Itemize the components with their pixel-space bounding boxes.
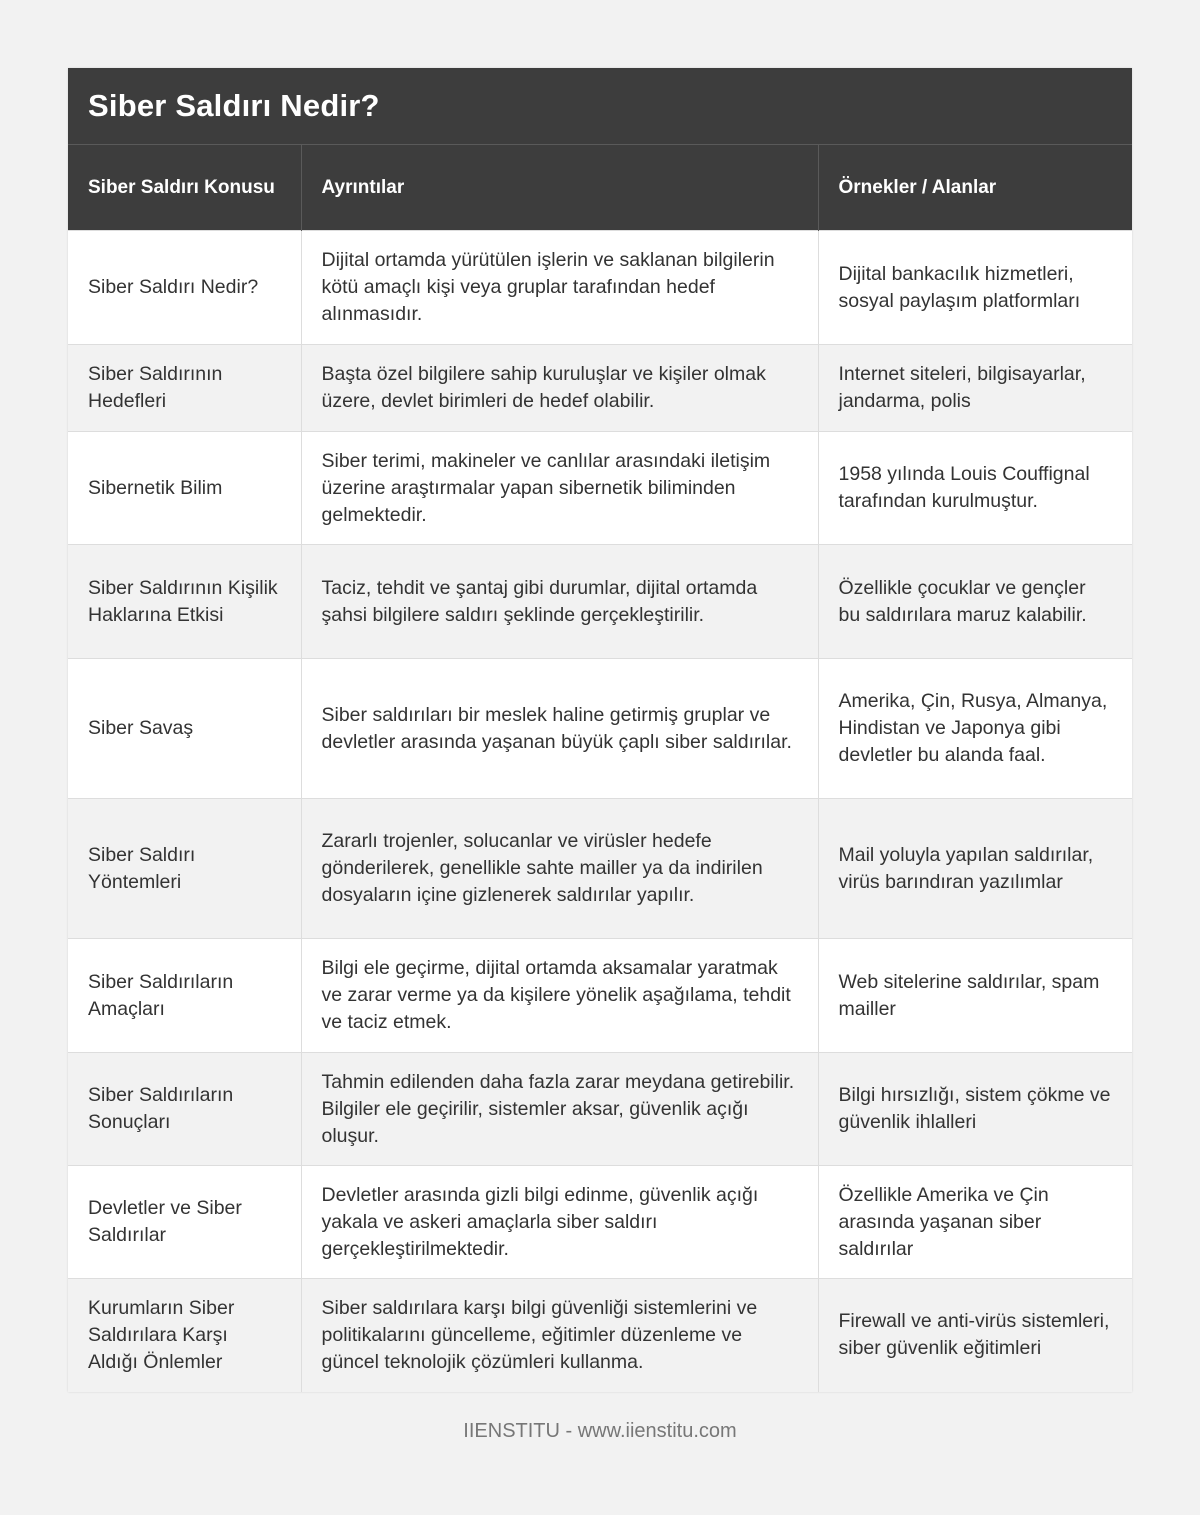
data-table [68, 144, 1132, 1392]
table-row [68, 432, 1132, 545]
cell-examples: Web sitelerine saldırılar, spam mailler [818, 939, 1132, 1053]
table-row [68, 345, 1132, 432]
cell-examples: Özellikle Amerika ve Çin arasında yaşanan siber saldırılar [818, 1166, 1132, 1279]
cell-examples: Internet siteleri, bilgisayarlar, jandarma, polis [818, 345, 1132, 432]
cell-topic: Siber Saldırıların Sonuçları [68, 1053, 301, 1166]
cell-topic: Siber Savaş [68, 659, 301, 799]
cell-details: Bilgi ele geçirme, dijital ortamda aksamalar yaratmak ve zarar verme ya da kişilere yönelik aşağılama, tehdit ve taciz etmek. [301, 939, 818, 1053]
cell-details: Başta özel bilgilere sahip kuruluşlar ve kişiler olmak üzere, devlet birimleri de hedef olabilir. [301, 345, 818, 432]
title-bar [68, 68, 1132, 144]
cell-details: Zararlı trojenler, solucanlar ve virüsler hedefe gönderilerek, genellikle sahte mailler ya da indirilen dosyaların içine gizlenerek saldırılar yapılır. [301, 799, 818, 939]
cell-examples: Dijital bankacılık hizmetleri, sosyal paylaşım platformları [818, 231, 1132, 345]
cell-topic: Siber Saldırı Yöntemleri [68, 799, 301, 939]
cell-topic: Sibernetik Bilim [68, 432, 301, 545]
content-card [68, 68, 1132, 1392]
footer-credit: IIENSTITU - www.iienstitu.com [463, 1420, 737, 1442]
table-row [68, 1166, 1132, 1279]
cell-topic: Siber Saldırının Hedefleri [68, 345, 301, 432]
cell-examples: Bilgi hırsızlığı, sistem çökme ve güvenlik ihlalleri [818, 1053, 1132, 1166]
cell-examples: Amerika, Çin, Rusya, Almanya, Hindistan ve Japonya gibi devletler bu alanda faal. [818, 659, 1132, 799]
column-header-examples: Örnekler / Alanlar [818, 145, 1132, 231]
cell-topic: Devletler ve Siber Saldırılar [68, 1166, 301, 1279]
table-row [68, 1053, 1132, 1166]
cell-details: Siber saldırıları bir meslek haline getirmiş gruplar ve devletler arasında yaşanan büyük çaplı siber saldırılar. [301, 659, 818, 799]
table-row [68, 1279, 1132, 1392]
table-row [68, 659, 1132, 799]
cell-examples: Özellikle çocuklar ve gençler bu saldırılara maruz kalabilir. [818, 545, 1132, 659]
cell-examples: 1958 yılında Louis Couffignal tarafından kurulmuştur. [818, 432, 1132, 545]
column-header-topic: Siber Saldırı Konusu [68, 145, 301, 231]
table-header-row [68, 145, 1132, 231]
cell-examples: Firewall ve anti-virüs sistemleri, siber güvenlik eğitimleri [818, 1279, 1132, 1392]
cell-topic: Kurumların Siber Saldırılara Karşı Aldığı Önlemler [68, 1279, 301, 1392]
column-header-details: Ayrıntılar [301, 145, 818, 231]
cell-details: Taciz, tehdit ve şantaj gibi durumlar, dijital ortamda şahsi bilgilere saldırı şeklinde gerçekleştirilir. [301, 545, 818, 659]
table-row [68, 231, 1132, 345]
table-row [68, 939, 1132, 1053]
cell-topic: Siber Saldırının Kişilik Haklarına Etkisi [68, 545, 301, 659]
table-row [68, 799, 1132, 939]
cell-topic: Siber Saldırı Nedir? [68, 231, 301, 345]
cell-details: Dijital ortamda yürütülen işlerin ve saklanan bilgilerin kötü amaçlı kişi veya gruplar tarafından hedef alınmasıdır. [301, 231, 818, 345]
cell-details: Siber terimi, makineler ve canlılar arasındaki iletişim üzerine araştırmalar yapan sibernetik biliminden gelmektedir. [301, 432, 818, 545]
cell-details: Siber saldırılara karşı bilgi güvenliği sistemlerini ve politikalarını güncelleme, eğitimler düzenleme ve güncel teknolojik çözümleri kullanma. [301, 1279, 818, 1392]
cell-examples: Mail yoluyla yapılan saldırılar, virüs barındıran yazılımlar [818, 799, 1132, 939]
page-title: Siber Saldırı Nedir? [88, 88, 380, 123]
cell-details: Devletler arasında gizli bilgi edinme, güvenlik açığı yakala ve askeri amaçlarla siber saldırı gerçekleştirilmektedir. [301, 1166, 818, 1279]
cell-topic: Siber Saldırıların Amaçları [68, 939, 301, 1053]
table-row [68, 545, 1132, 659]
cell-details: Tahmin edilenden daha fazla zarar meydana getirebilir. Bilgiler ele geçirilir, sistemler aksar, güvenlik açığı oluşur. [301, 1053, 818, 1166]
